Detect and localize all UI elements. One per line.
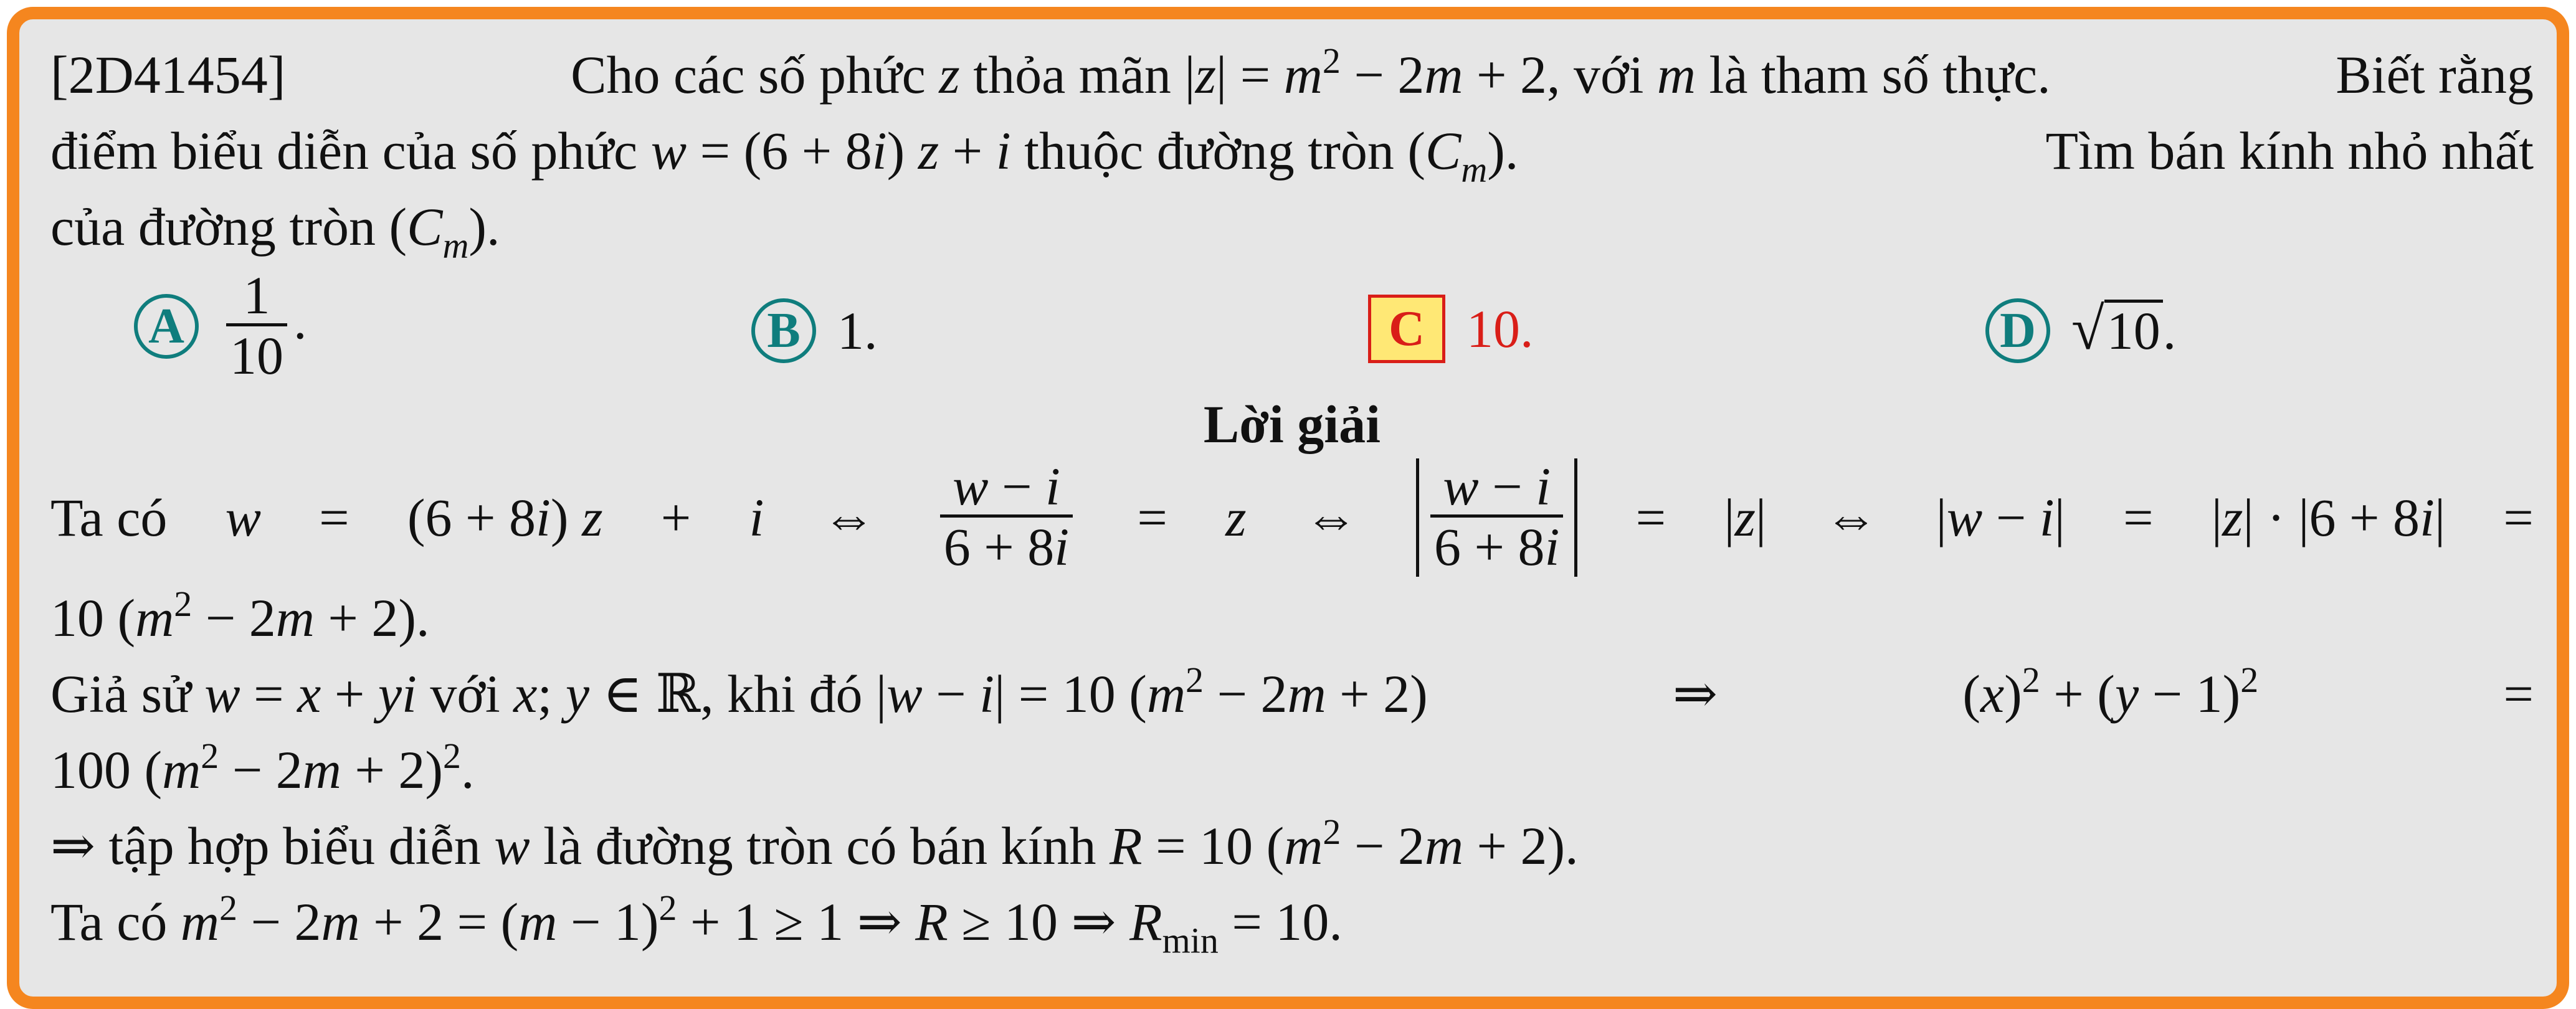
option-c-value: 10. (1466, 299, 1534, 359)
option-b[interactable] (751, 293, 878, 369)
question-text-1b: Biết rằng (2336, 45, 2534, 105)
solution-line-1b: 10 $(m^2 - 2m + 2)$. (50, 584, 430, 648)
solution-title: Lời giải (1203, 394, 1381, 454)
question-line-3: của đường tròn $(C_m)$. (50, 197, 500, 266)
solution-line-4: Ta có $m^2 - 2m + 2 = (m - 1)^2 + 1 \ge 1$ ⇒ R ≥ 10 ⇒ $R_{min} = 10$. (50, 888, 1343, 961)
option-a[interactable] (134, 267, 307, 386)
problem-card (7, 7, 2569, 1009)
option-d[interactable] (1985, 293, 2176, 369)
problem-content (50, 37, 2534, 960)
solution-line-2b: 100 $(m^2 - 2m + 2)^2$. (50, 736, 475, 800)
option-b-badge: B (751, 298, 816, 363)
question-code: [2D41454] (50, 45, 286, 105)
question-text-1: Cho các số phức z thỏa mãn $|z| = m^2 - 2m + 2$, với m là tham số thực. (571, 40, 2051, 105)
question-line-1 (50, 37, 2534, 113)
option-c-badge: C (1368, 295, 1445, 363)
option-d-badge: D (1985, 298, 2050, 363)
option-a-value: $\frac{1}{10}$ . (220, 267, 307, 386)
option-c[interactable] (1368, 291, 1534, 367)
answer-options (50, 265, 2534, 396)
option-a-badge: A (134, 294, 199, 359)
option-b-value: 1. (837, 301, 878, 361)
option-d-value: √ 10 . (2071, 295, 2177, 362)
solution-equation-line: Ta có w = (6 + 8i) z + i ⇔ $\frac{w - i}{6 + 8i}$ = z ⇔ $\frac{w - i}{6 + 8i}$ = |z| ⇔ |w − i| = |z| · |6 + 8i| = (50, 457, 2534, 577)
question-line-2: điểm biểu diễn của số phức w = (6 + 8i) z + i thuộc đường tròn $(C_m)$. Tìm bán kính nhỏ nhất (50, 121, 2534, 190)
solution-line-2: Giả sử w = x + yi với x; y ∈ ℝ, khi đó |w − i| = 10 $(m^2 - 2m + 2)$ ⇒ $(x)^2 + (y - 1)^2$ = (50, 660, 2534, 724)
solution-line-3: ⇒ tập hợp biểu diễn w là đường tròn có bán kính R = 10 $(m^2 - 2m + 2)$. (50, 812, 1579, 876)
